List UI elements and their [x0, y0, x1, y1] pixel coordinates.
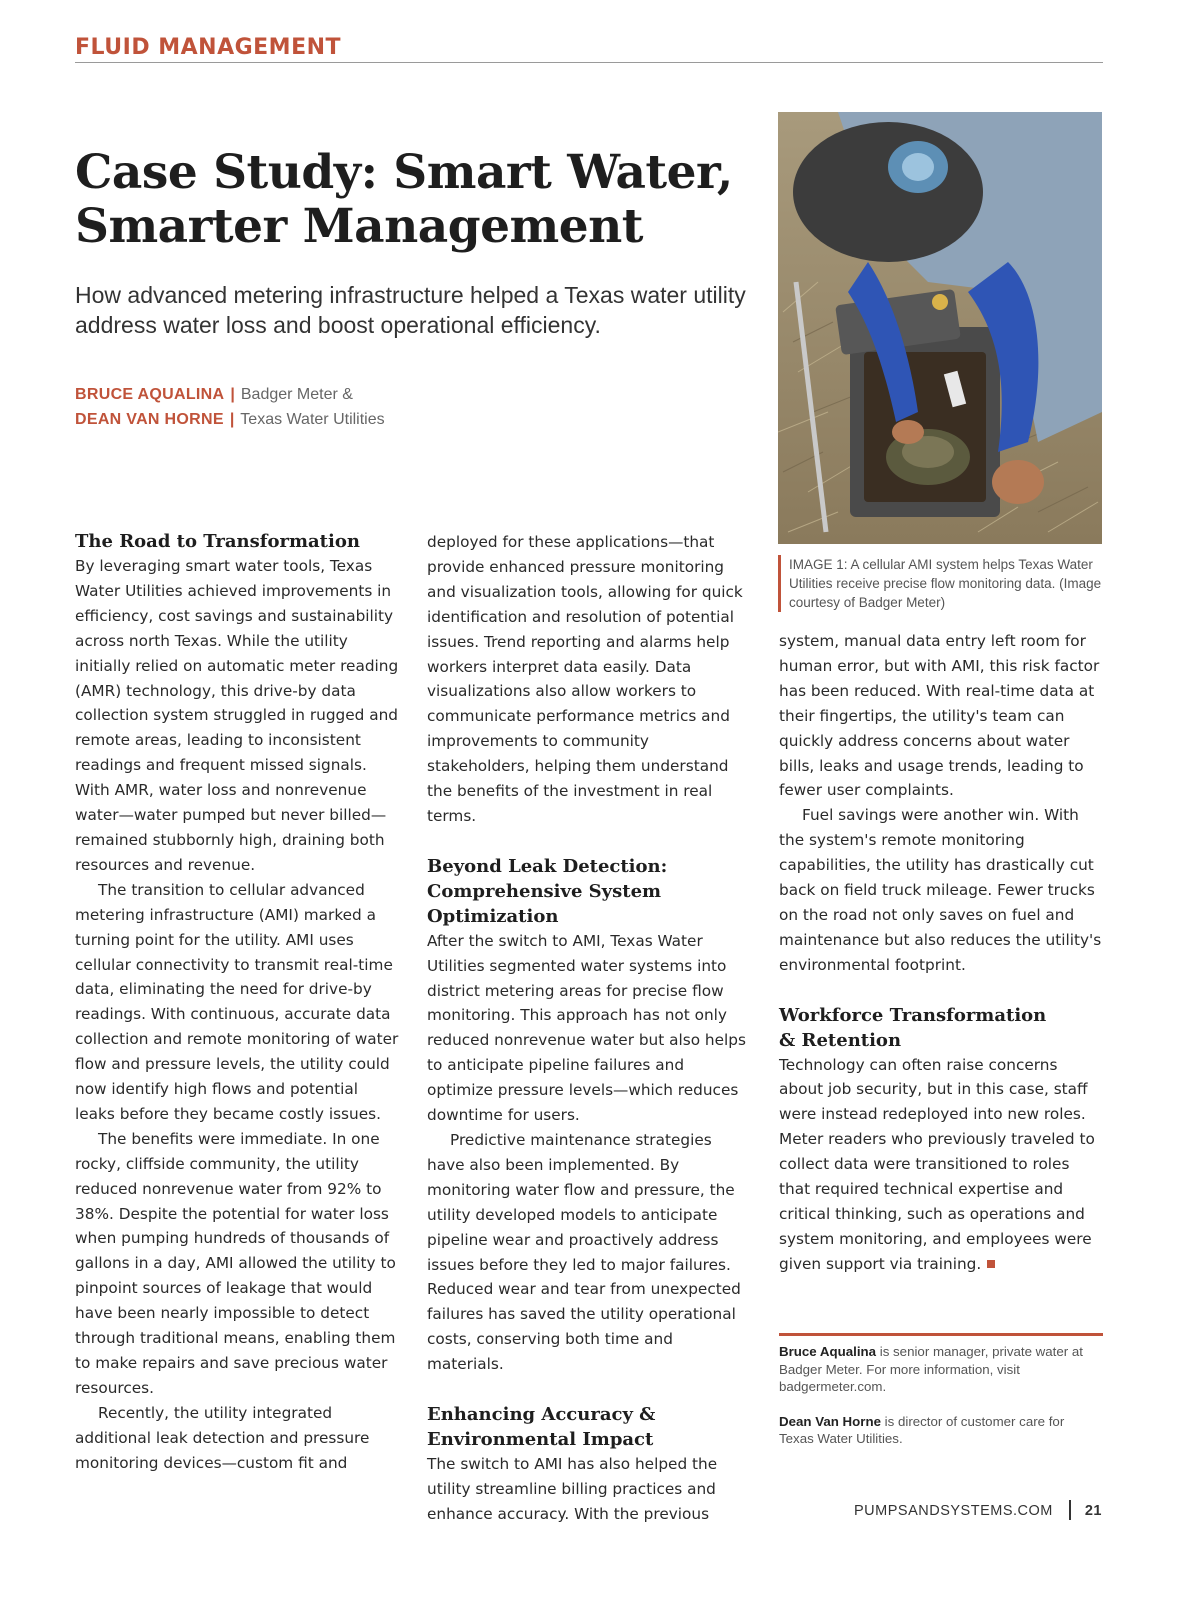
article-column-2 [427, 530, 753, 1527]
footer-separator [1069, 1500, 1071, 1520]
bio-name: Dean Van Horne [779, 1413, 881, 1429]
paragraph-part-1: Recently, the utility integrated additional leak detection and pressure monitoring devices—custom fit and [75, 1403, 370, 1472]
paragraph-part-2: system, manual data entry left room for human error, but with AMI, this risk factor has been reduced. With real-time data at their fingertips, the utility's team can quickly address concerns about water bills, leaks and usage trends, leading to fewer user complaints. [779, 632, 1100, 800]
author-line [75, 407, 385, 432]
paragraph: Fuel savings were another win. With the system's remote monitoring capabilities, the utility has drastically cut back on field truck mileage. Fewer trucks on the road not only saves on fuel and maintenance but also reduces the utility's environmental footprint. [779, 806, 1102, 974]
paragraph-part-1: The switch to AMI has also helped the utility streamline billing practices and enhance accuracy. With the previous [427, 1454, 718, 1523]
author-affiliation: Texas Water Utilities [240, 411, 385, 428]
paragraph-part-2: deployed for these applications—that provide enhanced pressure monitoring and visualization tools, allowing for quick identification and resolution of potential issues. Trend reporting and alarms help workers interpret data easily. Data visualizations also allow workers to communicate performance metrics and improvements to community stakeholders, helping them understand the benefits of the investment in real terms. [427, 533, 743, 825]
author-affiliation: Badger Meter & [240, 386, 353, 403]
end-mark-icon [987, 1260, 995, 1268]
author-bio [779, 1343, 1099, 1396]
section-heading [779, 1003, 1105, 1053]
article-photo [778, 112, 1102, 544]
article-column-3 [779, 629, 1105, 1277]
bio-text: is senior manager, private water at Badger Meter. For more information, visit badgermeter.com. [779, 1344, 1083, 1394]
spacer [427, 1377, 753, 1402]
author-bios [779, 1343, 1099, 1465]
heading-line: & Retention [779, 1029, 902, 1051]
heading-line: Environmental Impact [427, 1428, 654, 1450]
byline-separator: | [230, 386, 235, 403]
section-label: FLUID MANAGEMENT [75, 35, 342, 60]
header-divider [75, 62, 1103, 63]
section-heading: The Road to Transformation [75, 531, 360, 552]
heading-line: Enhancing Accuracy & [427, 1403, 656, 1425]
page-footer [700, 1500, 1102, 1520]
page-number: 21 [1084, 1503, 1102, 1519]
author-line [75, 382, 385, 407]
bio-name: Bruce Aqualina [779, 1344, 877, 1359]
paragraph [779, 1053, 1105, 1277]
spacer [779, 978, 1105, 1003]
article-deck: How advanced metering infrastructure helped a Texas water utility address water loss and boost operational efficiency. [75, 282, 746, 338]
author-bio [779, 1413, 1099, 1448]
section-heading [427, 1402, 753, 1452]
paragraph: The transition to cellular advanced metering infrastructure (AMI) marked a turning point for the utility. AMI uses cellular connectivity to transmit real-time data, eliminating the need for drive-by readings. With continuous, accurate data collection and remote monitoring of water flow and pressure levels, the utility could now identify high flows and potential leaks before they became costly issues. [75, 880, 399, 1123]
author-byline [75, 382, 385, 432]
paragraph-text: Technology can often raise concerns about job security, but in this case, staff were instead redeployed into new roles. Meter readers who previously traveled to collect data were transitioned to roles that required technical expertise and critical thinking, such as operations and system monitoring, and employees were given support via training. [779, 1055, 1095, 1273]
spacer [427, 829, 753, 854]
author-name: DEAN VAN HORNE [75, 411, 224, 428]
article-title-line-2: Smarter Management [75, 199, 644, 254]
article-title [75, 146, 755, 254]
paragraph: After the switch to AMI, Texas Water Utilities segmented water systems into district metering areas for precise flow monitoring. This approach has not only reduced nonrevenue water but also helps to anticipate pipeline failures and optimize pressure levels—which reduces downtime for users. [427, 931, 746, 1125]
footer-site: PUMPSANDSYSTEMS.COM [854, 1503, 1053, 1519]
paragraph: The benefits were immediate. In one rocky, cliffside community, the utility reduced nonrevenue water from 92% to 38%. Despite the potential for water loss when pumping hundreds of thousands of gallons in a day, AMI allowed the utility to pinpoint sources of leakage that would have been nearly impossible to detect through traditional means, enabling them to make repairs and save precious water resources. [75, 1129, 396, 1397]
photo-caption: IMAGE 1: A cellular AMI system helps Texas Water Utilities receive precise flow monitoring data. (Image courtesy of Badger Meter) [778, 555, 1104, 612]
article-column-1 [75, 529, 401, 1476]
paragraph: By leveraging smart water tools, Texas Water Utilities achieved improvements in efficiency, cost savings and sustainability across north Texas. While the utility initially relied on automatic meter reading (AMR) technology, this drive-by data collection system struggled in rugged and remote areas, leading to inconsistent readings and frequent missed signals. With AMR, water loss and nonrevenue water—water pumped but never billed—remained stubbornly high, draining both resources and revenue. [75, 557, 399, 874]
technician-meter-photo [778, 112, 1102, 544]
bio-divider [779, 1333, 1103, 1336]
author-name: BRUCE AQUALINA [75, 386, 225, 403]
heading-line: Comprehensive System Optimization [427, 880, 662, 927]
paragraph: Predictive maintenance strategies have also been implemented. By monitoring water flow and pressure, the utility developed models to anticipate pipeline wear and proactively address issues before they led to major failures. Reduced wear and tear from unexpected failures has saved the utility operational costs, conserving both time and materials. [427, 1131, 741, 1374]
article-title-line-1: Case Study: Smart Water, [75, 145, 733, 200]
heading-line: Beyond Leak Detection: [427, 855, 668, 877]
section-heading [427, 854, 753, 929]
byline-separator: | [229, 411, 235, 428]
bio-text: is director of customer care for Texas Water Utilities. [779, 1413, 1065, 1446]
heading-line: Workforce Transformation [779, 1004, 1047, 1026]
